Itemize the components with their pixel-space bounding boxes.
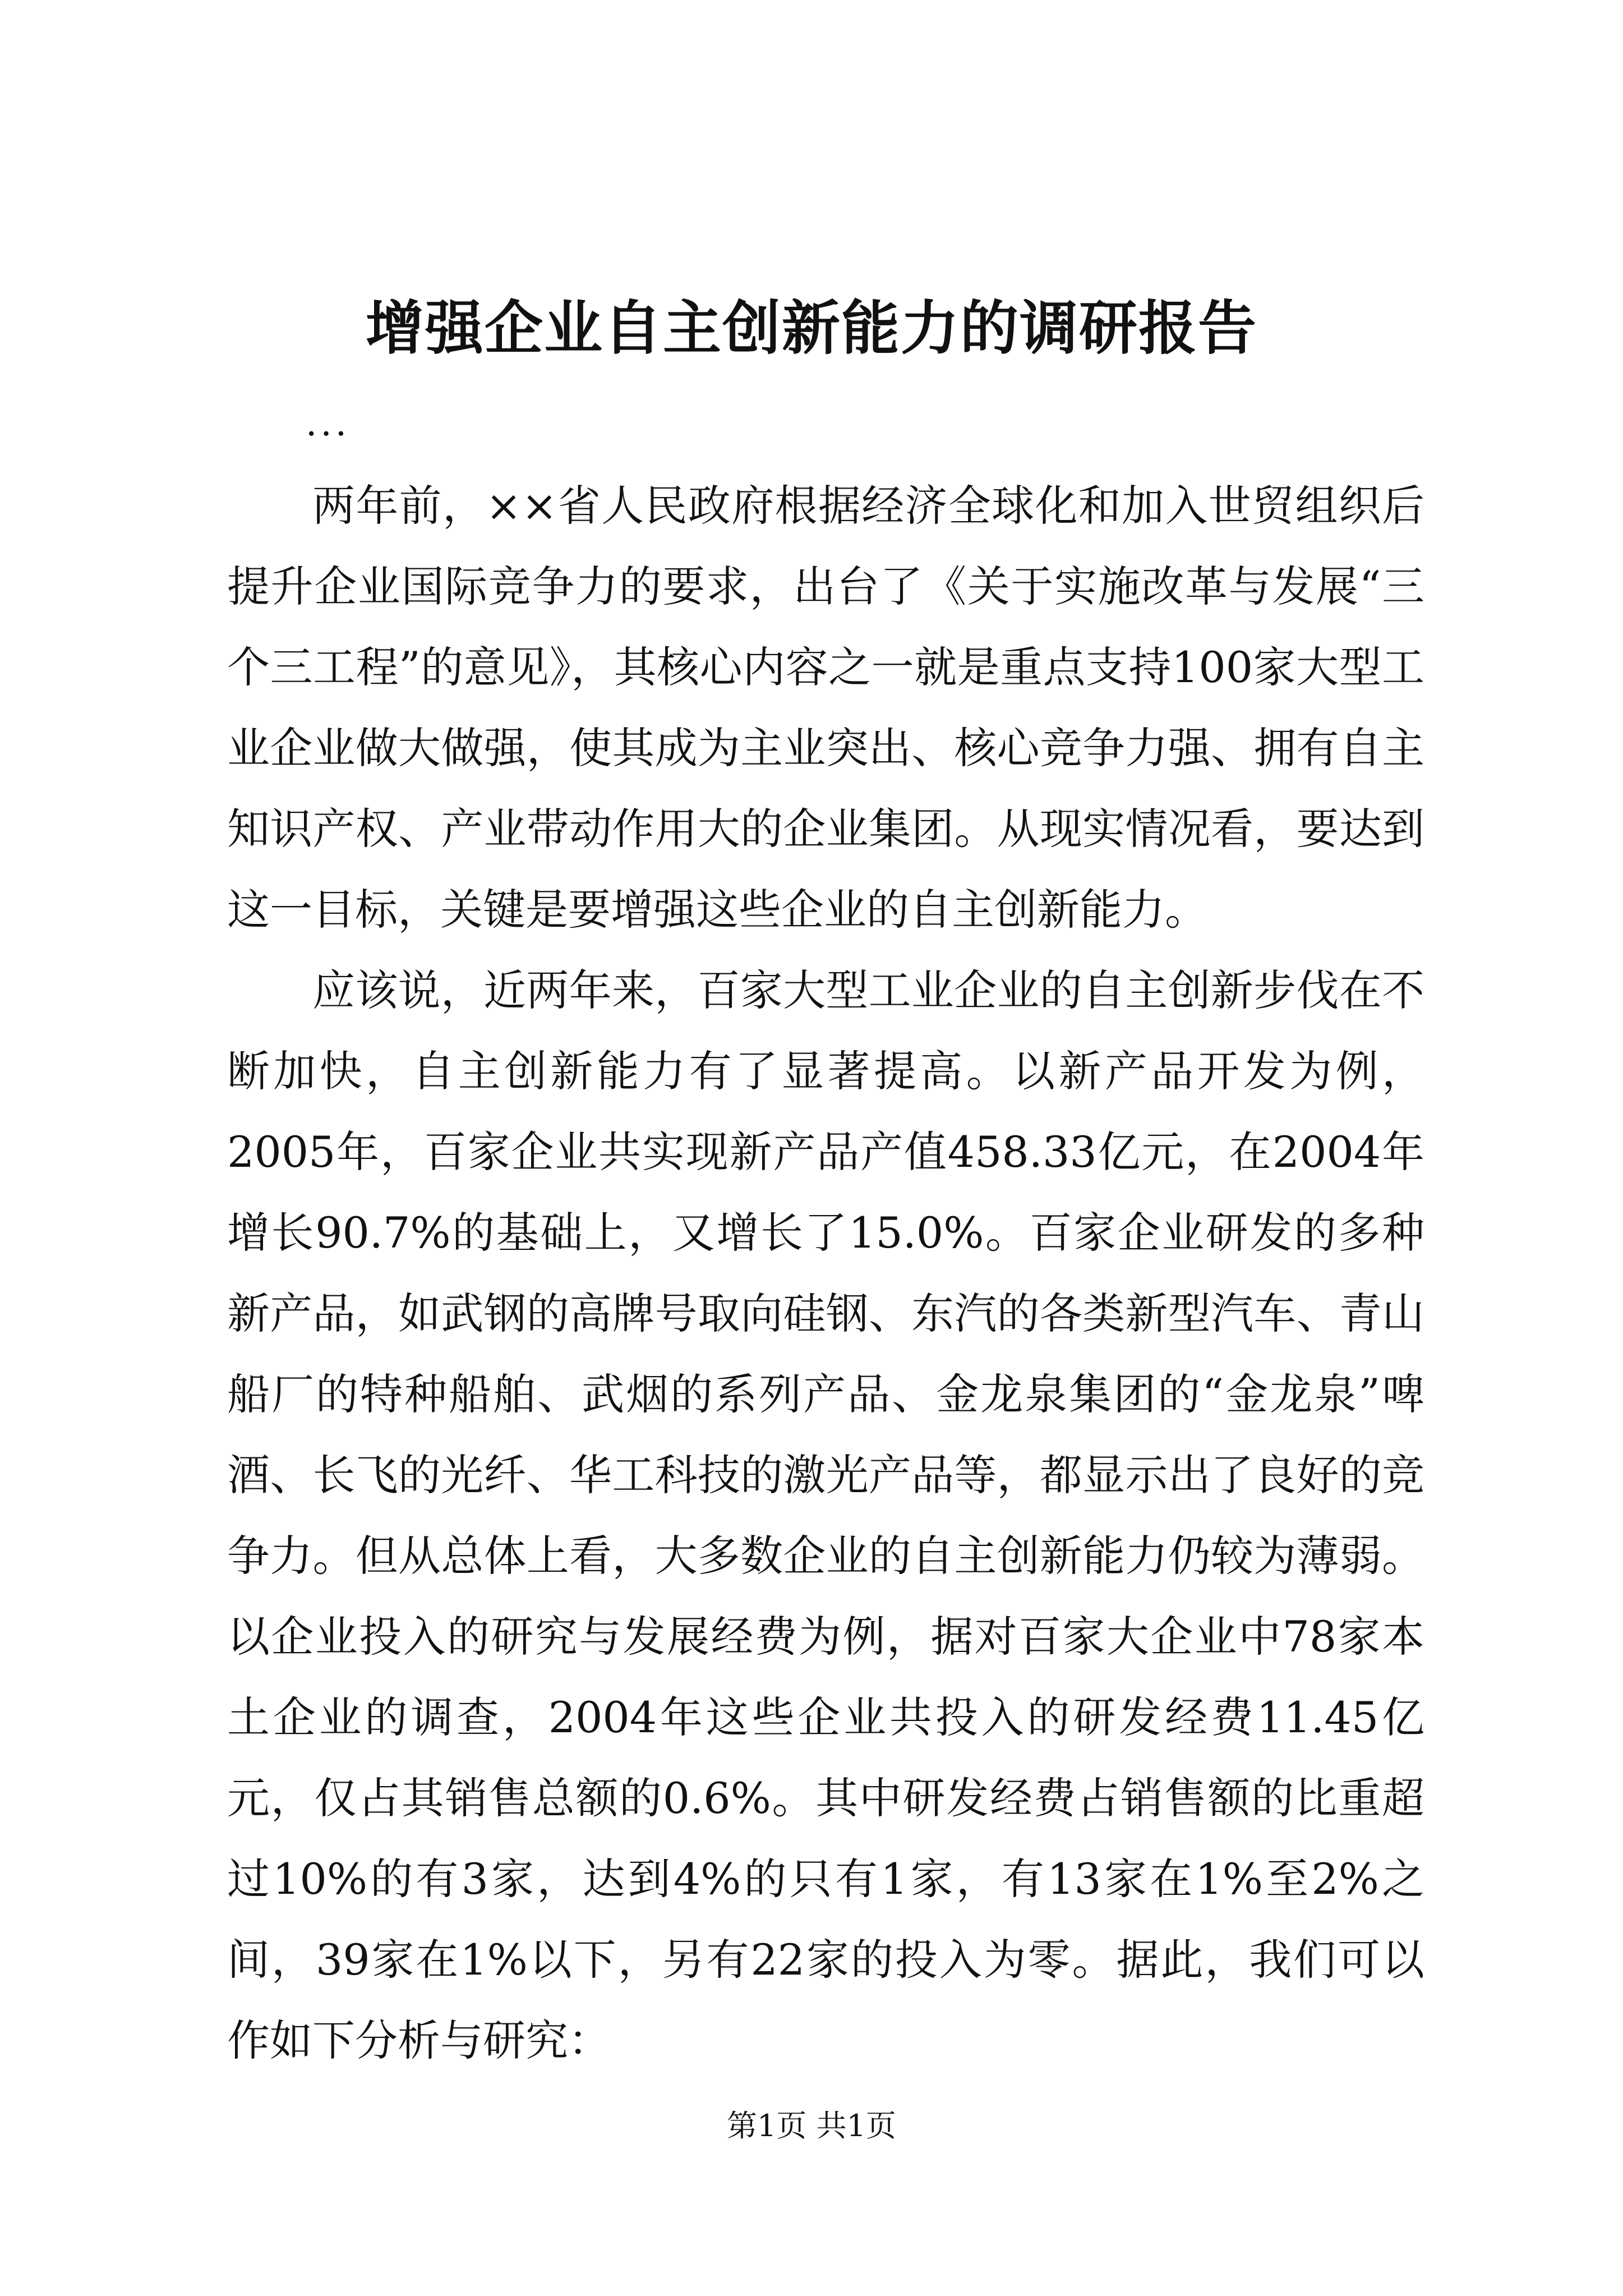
document-body xyxy=(227,466,1424,2081)
page-footer: 第1页 共1页 xyxy=(727,2108,896,2143)
paragraph-1: 两年前，××省人民政府根据经济全球化和加入世贸组织后提升企业国际竞争力的要求，出台了《关于实施改革与发展“三个三工程”的意见》，其核心内容之一就是重点支持100家大型工业企业做大做强，使其成为主业突出、核心竞争力强、拥有自主知识产权、产业带动作用大的企业集团。从现实情况看，要达到这一目标，关键是要增强这些企业的自主创新能力。 xyxy=(227,481,1424,935)
document-title: 增强企业自主创新能力的调研报告 xyxy=(365,293,1257,362)
paragraph-2: 应该说，近两年来，百家大型工业企业的自主创新步伐在不断加快，自主创新能力有了显著提高。以新产品开发为例，2005年，百家企业共实现新产品产值458.33亿元，在2004年增长90.7%的基础上，又增长了15.0%。百家企业研发的多种新产品，如武钢的高牌号取向硅钢、东汽的各类新型汽车、青山船厂的特种船舶、武烟的系列产品、金龙泉集团的“金龙泉”啤酒、长飞的光纤、华工科技的激光产品等，都显示出了良好的竞争力。但从总体上看，大多数企业的自主创新能力仍较为薄弱。以企业投入的研究与发展经费为例，据对百家大企业中78家本土企业的调查，2004年这些企业共投入的研发经费11.45亿元，仅占其销售总额的0.6%。其中研发经费占销售额的比重超过10%的有3家，达到4%的只有1家，有13家在1%至2%之间，39家在1%以下，另有22家的投入为零。据此，我们可以作如下分析与研究： xyxy=(227,965,1424,2065)
ellipsis-marker: ... xyxy=(306,403,351,444)
